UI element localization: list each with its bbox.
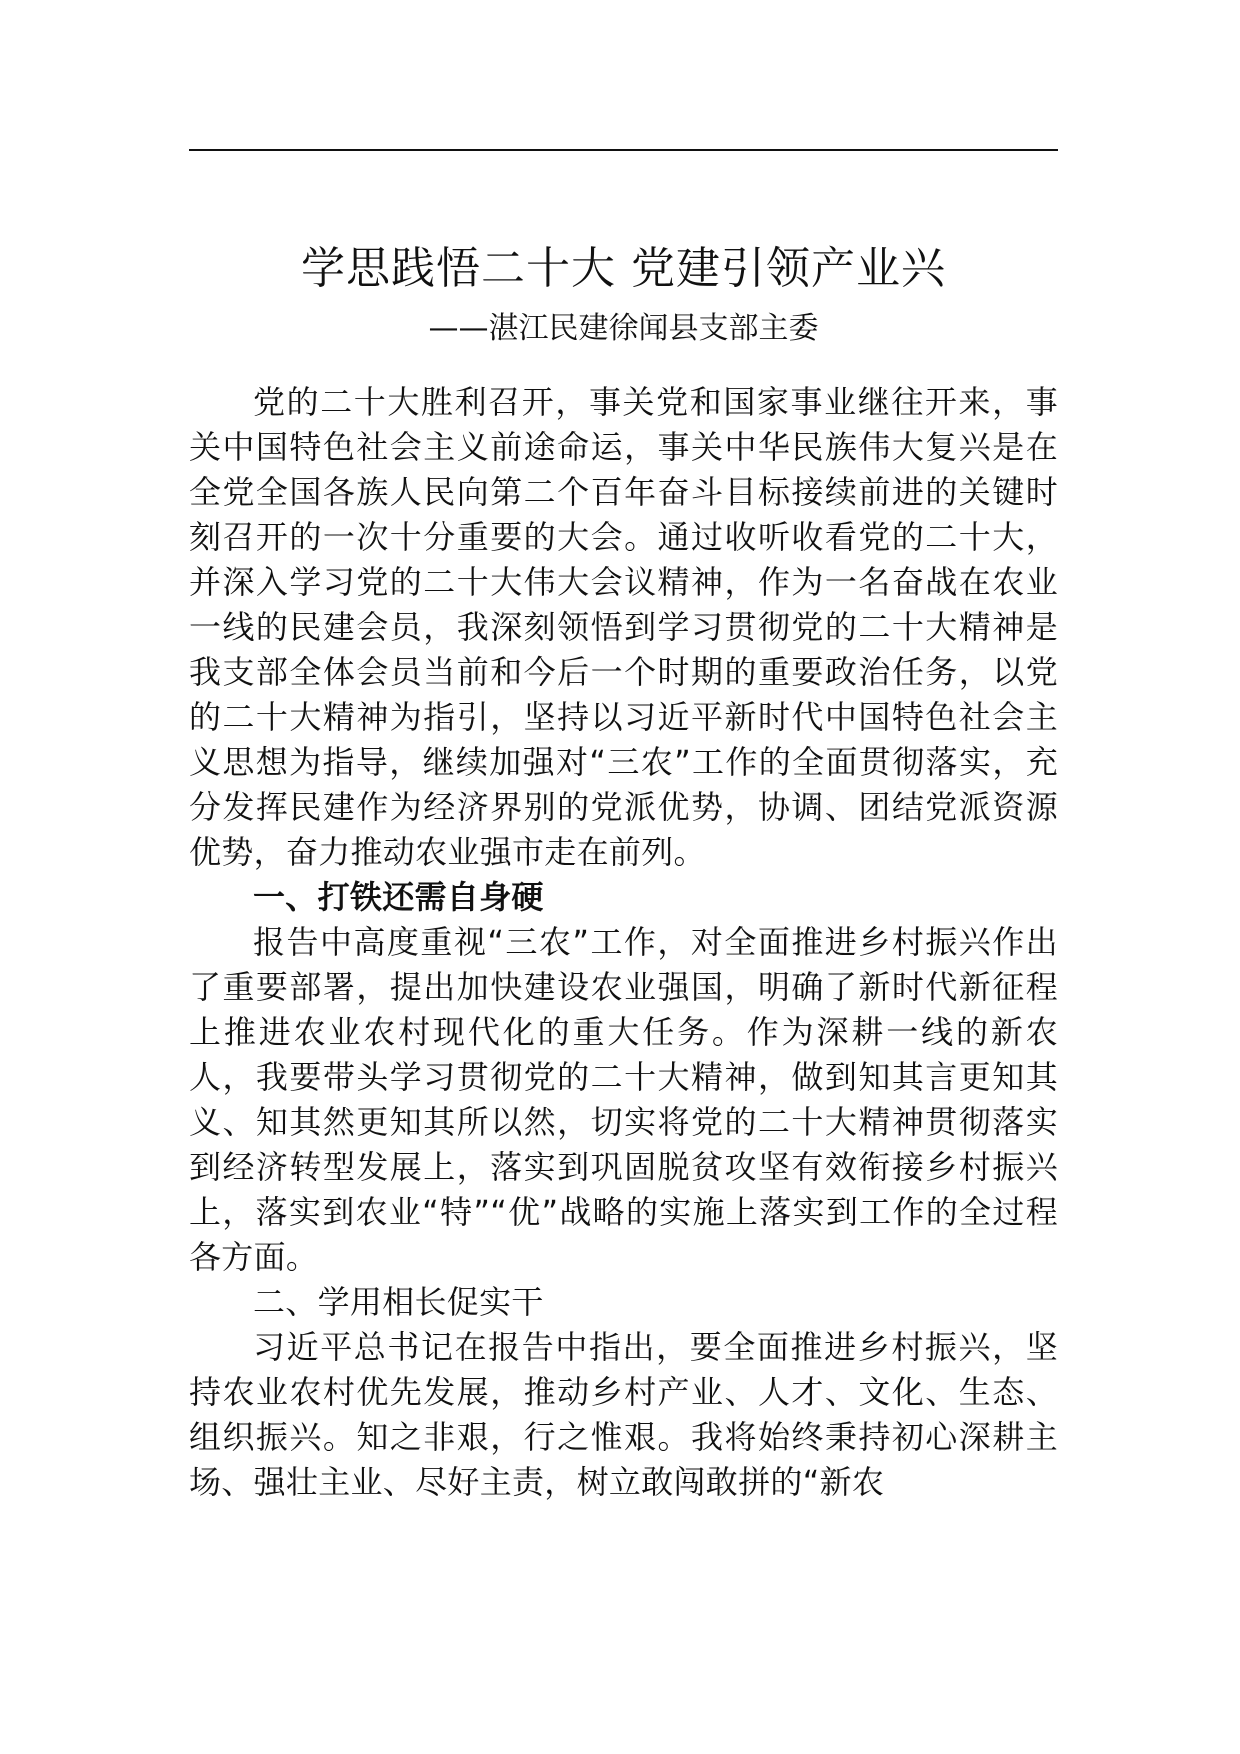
header-rule — [189, 149, 1058, 151]
body-paragraph: 党的二十大胜利召开，事关党和国家事业继往开来，事关中国特色社会主义前途命运，事关中华民族伟大复兴是在全党全国各族人民向第二个百年奋斗目标接续前进的关键时刻召开的一次十分重要的大会。通过收听收看党的二十大，并深入学习党的二十大伟大会议精神，作为一名奋战在农业一线的民建会员，我深刻领悟到学习贯彻党的二十大精神是我支部全体会员当前和今后一个时期的重要政治任务，以党的二十大精神为指引，坚持以习近平新时代中国特色社会主义思想为指导，继续加强对“三农”工作的全面贯彻落实，充分发挥民建作为经济界别的党派优势，协调、团结党派资源优势，奋力推动农业强市走在前列。 — [189, 383, 1058, 871]
section-heading: 二、学用相长促实干 — [253, 1283, 544, 1321]
document-subtitle: ——湛江民建徐闻县支部主委 — [428, 311, 819, 346]
document-title: 学思践悟二十大 党建引领产业兴 — [301, 243, 946, 294]
body-paragraph: 报告中高度重视“三农”工作，对全面推进乡村振兴作出了重要部署，提出加快建设农业强国，明确了新时代新征程上推进农业农村现代化的重大任务。作为深耕一线的新农人，我要带头学习贯彻党的二十大精神，做到知其言更知其义、知其然更知其所以然，切实将党的二十大精神贯彻落实到经济转型发展上，落实到巩固脱贫攻坚有效衔接乡村振兴上，落实到农业“特”“优”战略的实施上落实到工作的全过程各方面。 — [189, 923, 1058, 1276]
document-page — [189, 238, 1058, 1505]
section-heading: 一、打铁还需自身硬 — [253, 878, 544, 916]
document-body — [189, 380, 1058, 1505]
body-paragraph: 习近平总书记在报告中指出，要全面推进乡村振兴，坚持农业农村优先发展，推动乡村产业、人才、文化、生态、组织振兴。知之非艰，行之惟艰。我将始终秉持初心深耕主场、强壮主业、尽好主责，树立敢闯敢拼的“新农 — [189, 1328, 1058, 1501]
